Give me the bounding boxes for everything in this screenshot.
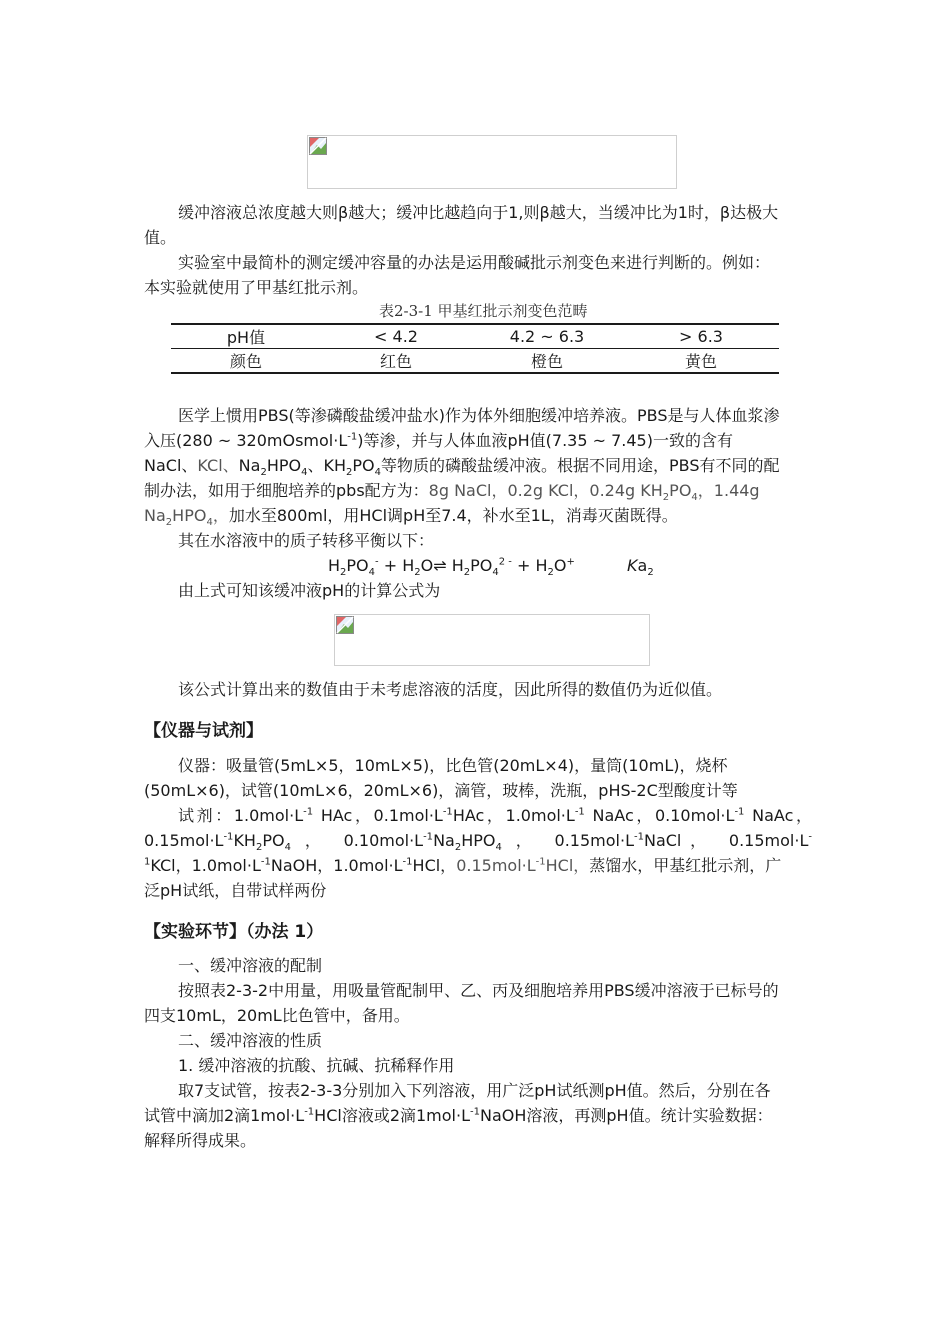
preparation-line-2: 四支10mL，20mL比色管中，备用。 — [144, 1006, 410, 1025]
table-cell: 4.2 ~ 6.3 — [471, 324, 623, 349]
approximation-note: 该公式计算出来的数值由于未考虑溶液的活度，因此所得的数值仍为近似值。 — [178, 680, 723, 699]
table-cell: 红色 — [379, 352, 412, 371]
paragraph-buffer-concentration: 缓冲溶液总浓度越大则β越大；缓冲比越趋向于1,则β越大，当缓冲比为1时，β达极大 — [178, 203, 779, 222]
pbs-paragraph-line-3: NaCl、KCl、$Na_2HPO_4$、$KH_2PO_4$等物质的磷酸盐缓冲液。根据不同用途，PBS有不同的配 — [144, 456, 780, 479]
reagents-line-1: 试剂：$1.0mol\cdot L^{-1}$ HAc，$0.1mol\cdot L^{-1}HAc$，$1.0mol\cdot L^{-1}$ NaAc，$0.10mol\cdot L^{-1}$ NaAc， — [178, 806, 812, 825]
formula-image-placeholder-2 — [334, 614, 650, 666]
paragraph-capacity-method-end: 本实验就使用了甲基红批示剂。 — [144, 278, 369, 297]
paragraph-capacity-method: 实验室中最简朴的测定缓冲容量的办法是运用酸碱批示剂变色来进行判断的。例如： — [178, 253, 771, 272]
table-cell: < 4.2 — [321, 324, 471, 349]
table-row — [171, 324, 779, 349]
section-heading-procedure: 【实验环节】（办法 1） — [144, 922, 324, 942]
table-cell: 橙色 — [530, 352, 563, 371]
instruments-line-2: (50mL×6)，试管(10mL×6，20mL×6)，滴管，玻棒，洗瓶，pHS-2C型酸度计等 — [144, 781, 738, 800]
step-heading-properties: 二、缓冲溶液的性质 — [178, 1031, 323, 1050]
procedure-line-1: 取7支试管，按表2-3-3分别加入下列溶液，用广泛pH试纸测pH值。然后，分别在各 — [178, 1081, 771, 1100]
section-heading-instruments: 【仪器与试剂】 — [144, 721, 263, 741]
paragraph-buffer-concentration-end: 值。 — [144, 228, 177, 247]
table-cell: 黄色 — [684, 352, 717, 371]
acid-constant-label: $Ka_2$ — [627, 556, 654, 579]
table-cell: 颜色 — [229, 352, 262, 371]
reagents-line-3: $^1$KCl，$1.0mol\cdot L^{-1}NaOH$，$1.0mol\cdot L^{-1}HCl$，$0.15mol\cdot L^{-1}HCl$，蒸馏水，甲基红批示剂，广 — [144, 856, 782, 875]
formula-image-placeholder-1 — [307, 135, 677, 189]
step-heading-preparation: 一、缓冲溶液的配制 — [178, 956, 323, 975]
equilibrium-equation: $H_2PO_4^-$ + $H_2O\rightleftharpoons$ $H_2PO_4^{2 -} + H_2O^+$ — [328, 556, 575, 579]
indicator-color-table — [171, 323, 779, 374]
pbs-paragraph-line-1: 医学上惯用PBS(等渗磷酸盐缓冲盐水)作为体外细胞缓冲培养液。PBS是与人体血浆渗 — [178, 406, 780, 425]
table-row — [171, 349, 779, 374]
preparation-line-1: 按照表2-3-2中用量，用吸量管配制甲、乙、丙及细胞培养用PBS缓冲溶液于已标号的 — [178, 981, 779, 1000]
broken-image-icon — [309, 137, 327, 155]
table-caption: 表2-3-1 甲基红批示剂变色范畴 — [379, 302, 588, 320]
broken-image-icon — [336, 616, 354, 634]
procedure-line-2: 试管中滴加2滴$1mol\cdot L^{-1}HCl$溶液或2滴$1mol\cdot L^{-1}NaOH$溶液，再测pH值。统计实验数据： — [144, 1106, 773, 1125]
pbs-paragraph-line-5: $Na_2HPO_4$，加水至800ml，用HCl调pH至7.4，补水至1L，消毒灭菌既得。 — [144, 506, 678, 529]
formula-intro: 由上式可知该缓冲液pH的计算公式为 — [178, 581, 441, 600]
substep-heading: 1. 缓冲溶液的抗酸、抗碱、抗稀释作用 — [178, 1056, 455, 1075]
reagents-line-4: 泛pH试纸，自带试样两份 — [144, 881, 327, 900]
table-cell: pH值 — [171, 324, 321, 349]
procedure-line-3: 解释所得成果。 — [144, 1131, 257, 1150]
reagents-line-2: $0.15mol\cdot L^{-1}KH_2PO_4$ ， $0.10mol\cdot L^{-1}Na_2HPO_4$ ， $0.15mol\cdot L^{-1}NaCl$， 0.15mol·L- — [144, 831, 812, 854]
pbs-paragraph-line-2: 入压(280 ~ $320mOsmol\cdot L^{-1}$)等渗，并与人体血液pH值(7.35 ~ 7.45)一致的含有 — [144, 431, 733, 450]
proton-transfer-intro: 其在水溶液中的质子转移平衡以下： — [178, 531, 435, 550]
pbs-paragraph-line-4: 制办法，如用于细胞培养的pbs配方为：8g NaCl，0.2g KCl，0.24g $KH_2PO_4$，1.44g — [144, 481, 760, 504]
instruments-line-1: 仪器：吸量管(5mL×5，10mL×5)，比色管(20mL×4)，量筒(10mL)，烧杯 — [178, 756, 728, 775]
table-cell: > 6.3 — [623, 324, 779, 349]
